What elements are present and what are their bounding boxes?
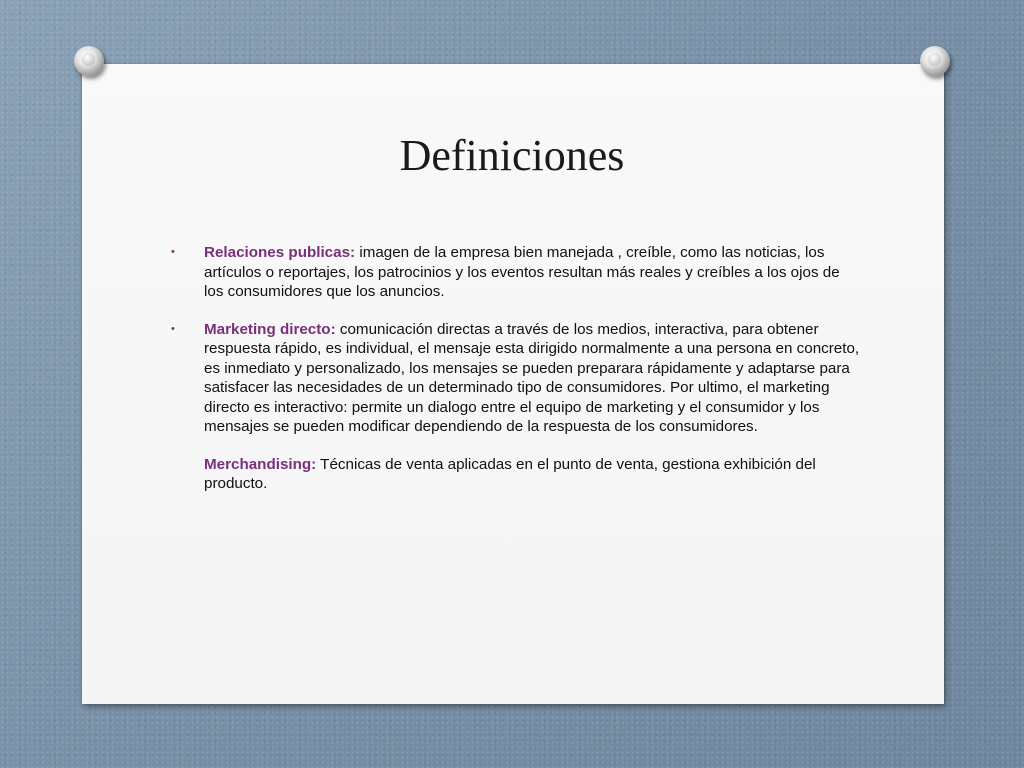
definition-term: Merchandising:: [204, 455, 317, 473]
thumbtack-icon: [74, 46, 104, 76]
definitions-list: [170, 243, 860, 512]
slide-title: Definiciones: [399, 131, 625, 180]
definition-text: comunicación directas a través de los medios, interactiva, para obtener respuesta rápido, es individual, el mensaje esta dirigido normalmente a una persona en concreto, es inmediato y personalizado, los mensajes se pueden preparara rápidamente y adaptarse para satisfacer las necesidades de un determinado tipo de consumidores. Por ultimo, el marketing directo es interactivo: permite un dialogo entre el equipo de marketing y el consumidor y los mensajes se pueden modificar dependiendo de la respuesta de los consumidores.: [204, 320, 860, 435]
list-item-merchandising: [170, 455, 860, 494]
thumbtack-icon: [920, 46, 950, 76]
definition-term: Relaciones publicas:: [204, 244, 356, 261]
bullet-icon: •: [171, 246, 175, 258]
definition-term: Marketing directo:: [204, 320, 336, 338]
list-item-marketing-directo: [170, 320, 860, 437]
definition-text: imagen de la empresa bien manejada , creíble, como las noticias, los artículos o reportajes, los patrocinios y los eventos resultan más reales y creíbles a los ojos de los consumidores que los anuncios.: [204, 244, 840, 300]
bullet-icon: •: [171, 322, 175, 335]
list-item-relaciones-publicas: [170, 243, 860, 302]
definition-text: Técnicas de venta aplicadas en el punto de venta, gestiona exhibición del producto.: [204, 455, 816, 492]
